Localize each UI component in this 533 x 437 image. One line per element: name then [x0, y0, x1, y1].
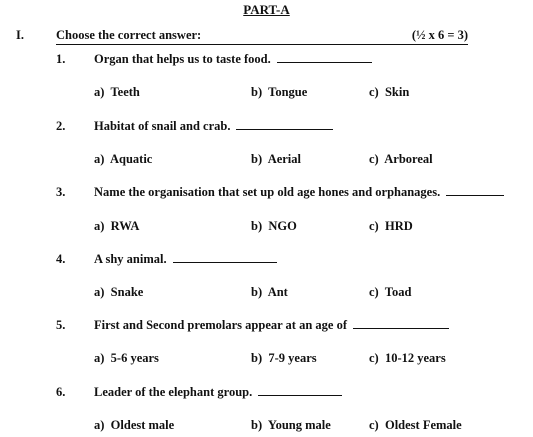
- option-a: [94, 351, 159, 366]
- option-letter: a): [94, 219, 105, 233]
- option-letter: a): [94, 85, 105, 99]
- option-letter: b): [251, 85, 263, 99]
- section-number: I.: [16, 28, 24, 42]
- option-text: Oldest Female: [384, 418, 462, 432]
- question-number: 5.: [56, 318, 66, 332]
- option-b: [251, 152, 301, 167]
- option-letter: c): [369, 85, 379, 99]
- option-text: Young male: [267, 418, 331, 432]
- option-text: 5-6 years: [110, 351, 159, 365]
- option-text: Aerial: [267, 152, 302, 166]
- option-letter: a): [94, 152, 105, 166]
- option-text: RWA: [110, 219, 140, 233]
- option-c: [369, 85, 409, 100]
- option-letter: c): [369, 418, 379, 432]
- option-c: [369, 152, 433, 167]
- answer-blank: [353, 318, 449, 329]
- question-prompt: Habitat of snail and crab.: [94, 119, 231, 133]
- option-c: [369, 351, 446, 366]
- question-number: 6.: [56, 385, 66, 399]
- question-number: 3.: [56, 185, 66, 199]
- option-a: [94, 85, 140, 100]
- option-letter: c): [369, 219, 379, 233]
- option-c: [369, 418, 462, 433]
- option-letter: a): [94, 418, 105, 432]
- option-c: [369, 219, 413, 234]
- option-text: Arboreal: [384, 152, 433, 166]
- option-letter: c): [369, 152, 379, 166]
- question-prompt: A shy animal.: [94, 252, 167, 266]
- option-text: 10-12 years: [384, 351, 446, 365]
- option-b: [251, 85, 307, 100]
- option-b: [251, 418, 331, 433]
- option-text: NGO: [268, 219, 297, 233]
- option-text: 7-9 years: [268, 351, 317, 365]
- question-number: 1.: [56, 52, 66, 66]
- option-a: [94, 285, 143, 300]
- option-letter: c): [369, 285, 379, 299]
- section-marks: (½ x 6 = 3): [411, 28, 468, 42]
- question-text: [94, 318, 449, 333]
- question-number: 4.: [56, 252, 66, 266]
- option-text: Snake: [110, 285, 144, 299]
- answer-blank: [258, 385, 342, 396]
- question-text: [94, 52, 372, 67]
- question-text: [94, 185, 504, 200]
- option-letter: a): [94, 285, 105, 299]
- option-a: [94, 219, 139, 234]
- question-prompt: Leader of the elephant group.: [94, 385, 253, 399]
- option-text: Teeth: [110, 85, 140, 99]
- option-b: [251, 351, 317, 366]
- option-a: [94, 418, 174, 433]
- option-letter: a): [94, 351, 105, 365]
- option-b: [251, 285, 288, 300]
- option-text: Tongue: [268, 85, 308, 99]
- question-number: 2.: [56, 119, 66, 133]
- section-instruction: Choose the correct answer:: [56, 28, 202, 42]
- section-heading: [56, 28, 468, 45]
- question-text: [94, 385, 342, 400]
- page-title: PART-A: [243, 2, 290, 17]
- option-text: HRD: [384, 219, 413, 233]
- option-letter: c): [369, 351, 379, 365]
- option-letter: b): [251, 152, 263, 166]
- answer-blank: [277, 52, 372, 63]
- option-text: Skin: [384, 85, 410, 99]
- answer-blank: [173, 252, 277, 263]
- option-text: Oldest male: [110, 418, 175, 432]
- option-letter: b): [251, 418, 263, 432]
- question-prompt: Name the organisation that set up old age hones and orphanages.: [94, 185, 441, 199]
- option-c: [369, 285, 411, 300]
- question-text: [94, 119, 333, 134]
- option-text: Ant: [267, 285, 288, 299]
- question-prompt: First and Second premolars appear at an age of: [94, 318, 348, 332]
- option-b: [251, 219, 297, 234]
- option-letter: b): [251, 285, 263, 299]
- option-letter: b): [251, 219, 263, 233]
- question-prompt: Organ that helps us to taste food.: [94, 52, 271, 66]
- option-a: [94, 152, 152, 167]
- question-text: [94, 252, 277, 267]
- answer-blank: [236, 119, 333, 130]
- option-text: Toad: [384, 285, 412, 299]
- option-letter: b): [251, 351, 263, 365]
- answer-blank: [446, 185, 504, 196]
- option-text: Aquatic: [109, 152, 153, 166]
